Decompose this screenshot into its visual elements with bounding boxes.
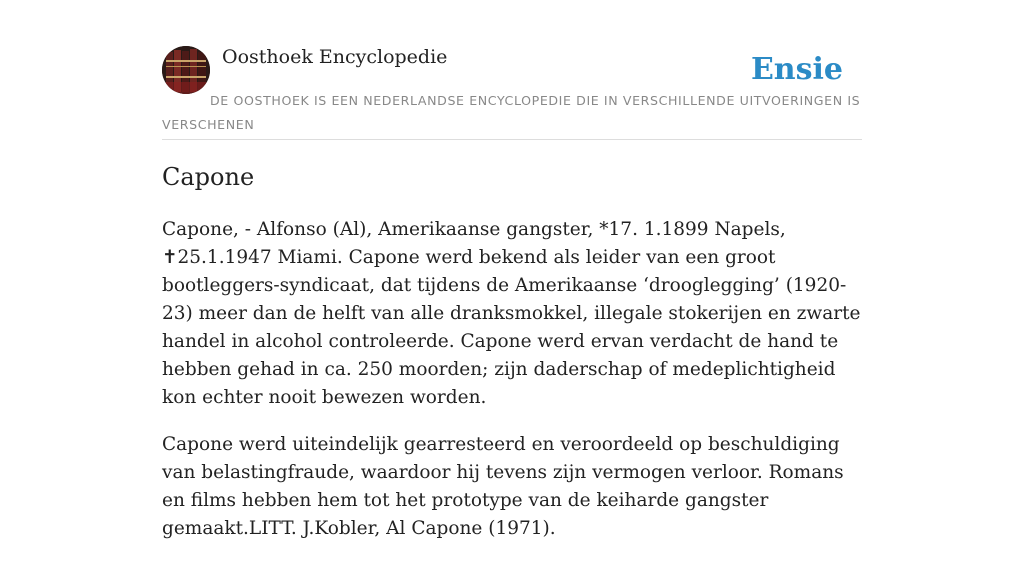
brand-logo-link[interactable]: Ensie: [750, 52, 843, 87]
encyclopedia-books-icon[interactable]: [162, 46, 210, 94]
source-title[interactable]: Oosthoek Encyclopedie: [222, 46, 448, 68]
entry-paragraph: Capone, - Alfonso (Al), Amerikaanse gangster, *17. 1.1899 Napels, ✝25.1.1947 Miami. Capone werd bekend als leider van een groot bootleggers-syndicaat, dat tijdens de Amerikaanse ‘drooglegging’ (1920-23) meer dan de helft van alle dranksmokkel, illegale stokerijen en zwarte handel in alcohol controleerde. Capone werd ervan verdacht de hand te hebben gehad in ca. 250 moorden; zijn daderschap of medeplichtigheid kon echter nooit bewezen worden.: [162, 219, 861, 408]
entry-paragraph: Capone werd uiteindelijk gearresteerd en veroordeeld op beschuldiging van belastingfraude, waardoor hij tevens zijn vermogen verloor. Romans en films hebben hem tot het prototype van de keiharde gangster gemaakt.LITT. J.Kobler, Al Capone (1971).: [162, 434, 844, 539]
entry-body: [162, 216, 862, 562]
entry-title: Capone: [162, 163, 255, 191]
source-description: DE OOSTHOEK IS EEN NEDERLANDSE ENCYCLOPEDIE DIE IN VERSCHILLENDE UITVOERINGEN IS VERSCHENEN: [162, 93, 861, 132]
header-divider: [162, 139, 862, 140]
